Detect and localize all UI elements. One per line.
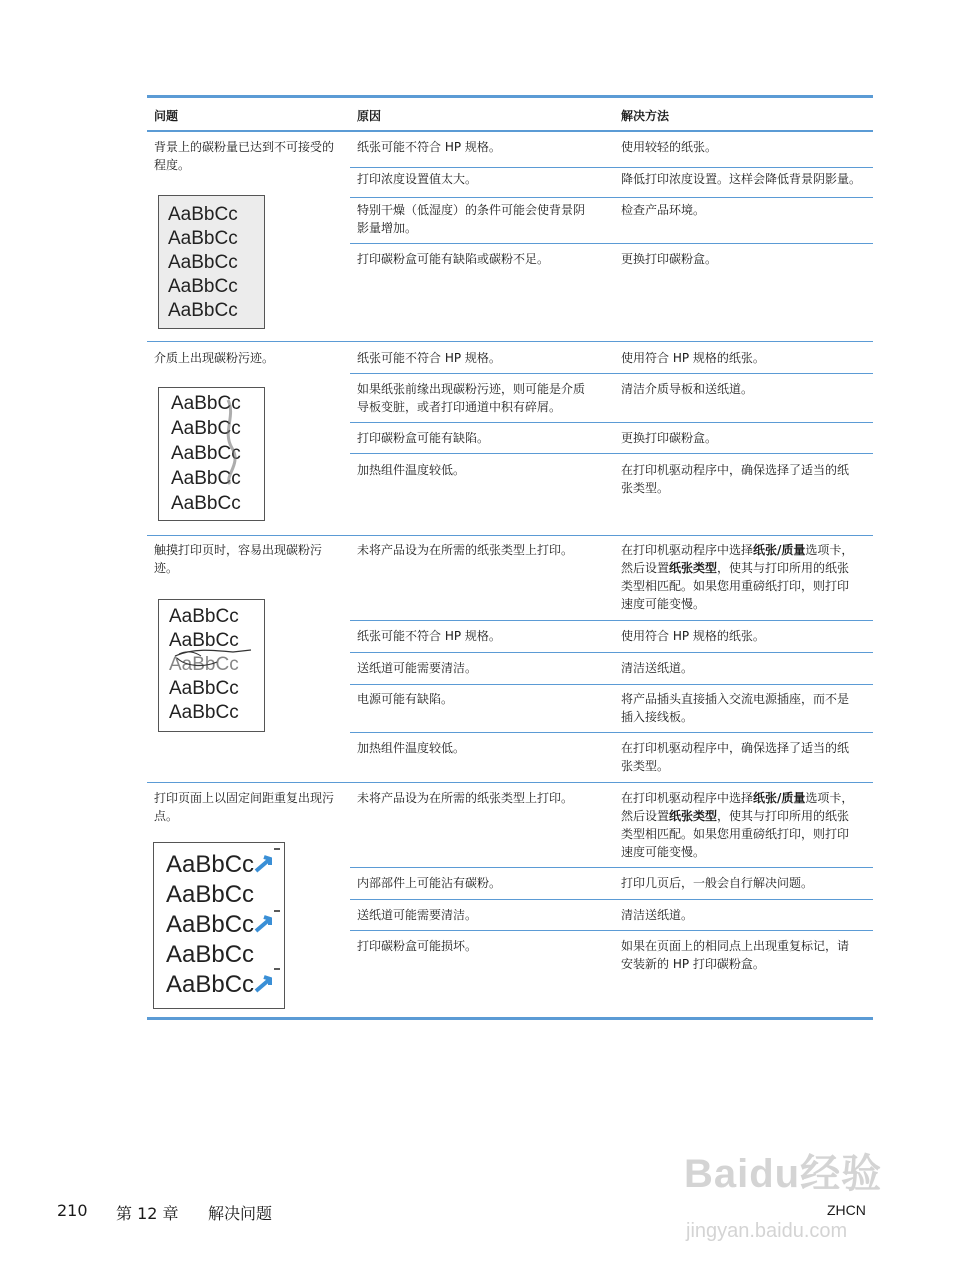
chapter-label: 第 12 章 (116, 1204, 179, 1223)
group-divider (147, 535, 873, 536)
cause-text: 内部部件上可能沾有碳粉。 (357, 876, 502, 890)
table-header (147, 98, 873, 132)
solution-text: 在打印机驱动程序中，确保选择了适当的纸 张类型。 (621, 741, 850, 773)
header-solution: 解决方法 (621, 109, 670, 123)
chapter-title: 解决问题 (208, 1204, 273, 1223)
solution-text: 清洁送纸道。 (621, 908, 694, 922)
cause-text: 加热组件温度较低。 (357, 463, 466, 477)
cause-text: 纸张可能不符合 HP 规格。 (357, 140, 501, 154)
row-divider (350, 867, 873, 868)
cause-text: 送纸道可能需要清洁。 (357, 908, 478, 922)
cause-text: 打印浓度设置值太大。 (357, 172, 478, 186)
row-divider (350, 684, 873, 685)
problem-text: 介质上出现碳粉污迹。 (154, 351, 275, 365)
cause-text: 纸张可能不符合 HP 规格。 (357, 351, 501, 365)
solution-text: 更换打印碳粉盒。 (621, 252, 718, 266)
solution-text: 使用较轻的纸张。 (621, 140, 718, 154)
solution-text: 清洁送纸道。 (621, 661, 694, 675)
cause-text: 未将产品设为在所需的纸张类型上打印。 (357, 791, 574, 805)
group-divider (147, 782, 873, 783)
row-divider (350, 373, 873, 374)
cause-text: 电源可能有缺陷。 (357, 692, 454, 706)
row-divider (350, 652, 873, 653)
page-number: 210 (57, 1201, 88, 1220)
header-problem: 问题 (154, 109, 179, 123)
table-bottom-rule (147, 1017, 873, 1020)
cause-text: 如果纸张前缘出现碳粉污迹，则可能是介质 导板变脏，或者打印通道中积有碎屑。 (357, 382, 586, 414)
cause-text: 打印碳粉盒可能损坏。 (357, 939, 478, 953)
repeat-arrow-icon (252, 847, 284, 997)
problem-text: 触摸打印页时，容易出现碳粉污 迹。 (154, 543, 323, 575)
locale-brand: ZHCN (827, 1202, 866, 1218)
solution-text: 使用符合 HP 规格的纸张。 (621, 351, 765, 365)
row-divider (350, 167, 873, 168)
solution-text: 清洁介质导板和送纸道。 (621, 382, 754, 396)
row-divider (350, 930, 873, 931)
solution-text: 将产品插头直接插入交流电源插座，而不是 插入接线板。 (621, 692, 850, 724)
cause-text: 加热组件温度较低。 (357, 741, 466, 755)
header-cause: 原因 (357, 109, 382, 123)
cause-text: 未将产品设为在所需的纸张类型上打印。 (357, 543, 574, 557)
row-divider (350, 899, 873, 900)
solution-text: 打印几页后，一般会自行解决问题。 (621, 876, 814, 890)
sample-background-toner: AaBbCc AaBbCc AaBbCc AaBbCc AaBbCc (158, 195, 265, 329)
group-divider (147, 341, 873, 342)
solution-text: 如果在页面上的相同点上出现重复标记，请 安装新的 HP 打印碳粉盒。 (621, 939, 850, 971)
finger-smudge-icon (173, 640, 253, 672)
smear-mark-icon (214, 396, 254, 486)
solution-text: 使用符合 HP 规格的纸张。 (621, 629, 765, 643)
row-divider (350, 620, 873, 621)
sample-toner-smear: AaBbCc AaBbCc AaBbCc AaBbCc AaBbCc (158, 387, 265, 521)
row-divider (350, 422, 873, 423)
cause-text: 特别干燥（低湿度）的条件可能会使背景阴 影量增加。 (357, 203, 586, 235)
sample-repeating-defects: AaBbCc AaBbCc AaBbCc AaBbCc AaBbCc (153, 842, 285, 1009)
watermark-logo: Baidu经验 (684, 1152, 883, 1196)
solution-text: 更换打印碳粉盒。 (621, 431, 718, 445)
row-divider (350, 197, 873, 198)
solution-text: 检查产品环境。 (621, 203, 706, 217)
watermark-url: jingyan.baidu.com (686, 1220, 848, 1242)
solution-text: 在打印机驱动程序中，确保选择了适当的纸 张类型。 (621, 463, 850, 495)
cause-text: 纸张可能不符合 HP 规格。 (357, 629, 501, 643)
solution-text: 在打印机驱动程序中选择纸张/质量选项卡， 然后设置纸张类型，使其与打印所用的纸张 类型相匹配。如果您用重磅纸打印，则打印 速度可能变慢。 (621, 543, 854, 611)
cause-text: 打印碳粉盒可能有缺陷。 (357, 431, 490, 445)
sample-loose-toner: AaBbCc AaBbCc AaBbCc AaBbCc AaBbCc (158, 599, 265, 732)
solution-text: 在打印机驱动程序中选择纸张/质量选项卡， 然后设置纸张类型，使其与打印所用的纸张 类型相匹配。如果您用重磅纸打印，则打印 速度可能变慢。 (621, 791, 854, 859)
problem-text: 打印页面上以固定间距重复出现污 点。 (154, 791, 335, 823)
row-divider (350, 243, 873, 244)
cause-text: 送纸道可能需要清洁。 (357, 661, 478, 675)
row-divider (350, 453, 873, 454)
cause-text: 打印碳粉盒可能有缺陷或碳粉不足。 (357, 252, 550, 266)
row-divider (350, 732, 873, 733)
solution-text: 降低打印浓度设置。这样会降低背景阴影量。 (621, 172, 862, 186)
problem-text: 背景上的碳粉量已达到不可接受的 程度。 (154, 140, 335, 172)
